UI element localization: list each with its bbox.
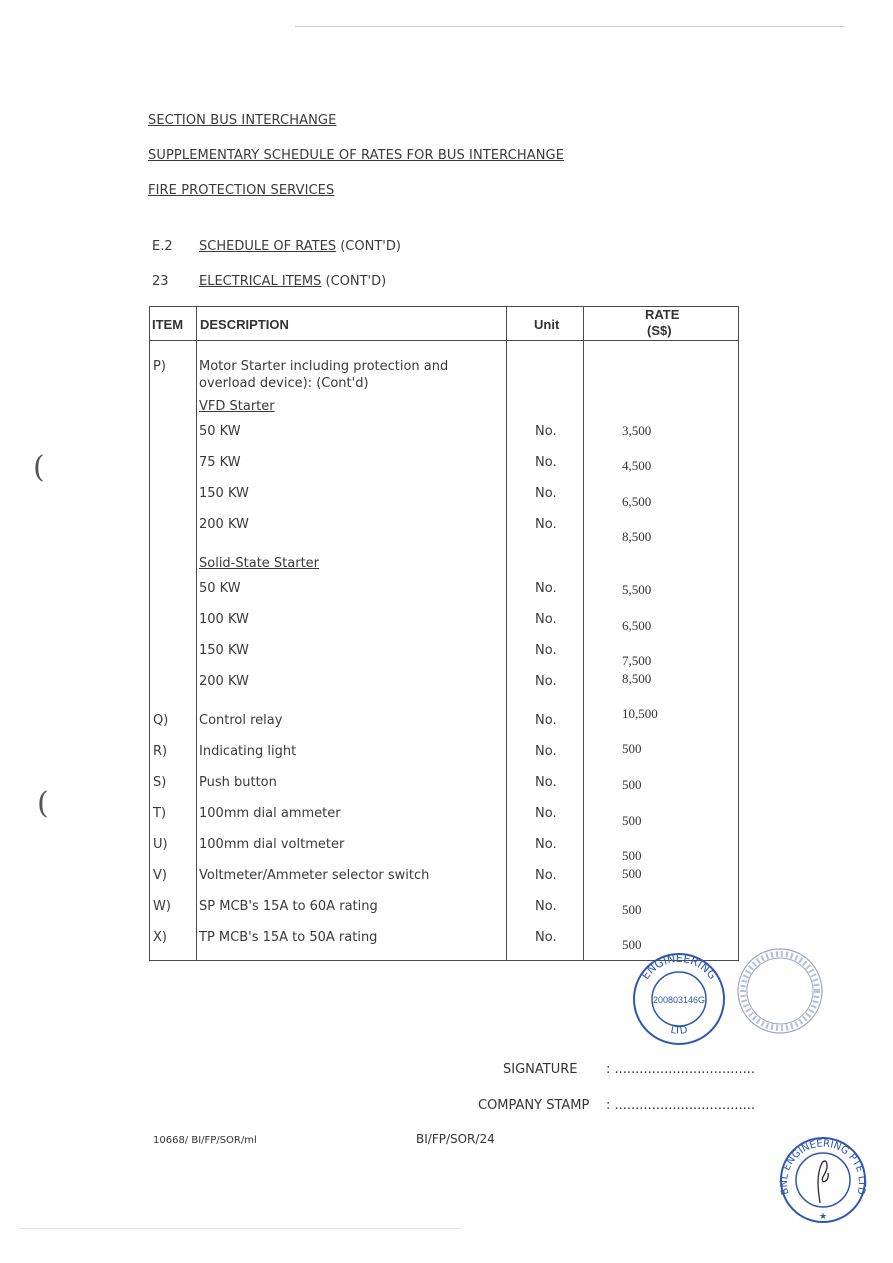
section-heading: SECTION BUS INTERCHANGE: [148, 113, 337, 128]
item-code: V): [153, 868, 167, 883]
item-unit: No.: [535, 455, 557, 470]
item-code: X): [153, 930, 167, 945]
item-description: SP MCB's 15A to 60A rating: [199, 899, 378, 914]
table-row: [150, 674, 740, 694]
rate-value: 500: [622, 866, 642, 881]
margin-mark: (: [33, 450, 45, 485]
item-code: R): [153, 744, 168, 759]
subsection-title: [199, 239, 401, 254]
rate-value: 6,500: [622, 494, 652, 509]
item-description: 100mm dial ammeter: [199, 806, 341, 821]
item-unit: No.: [535, 674, 557, 689]
item-unit: No.: [535, 837, 557, 852]
rate-value: 10,500: [622, 706, 658, 721]
subsection-title-suffix: (CONT'D): [321, 274, 387, 289]
item-unit: No.: [535, 930, 557, 945]
signature-label: SIGNATURE: [503, 1062, 578, 1077]
item-description: 100mm dial voltmeter: [199, 837, 345, 852]
rate-value: 500: [622, 777, 642, 792]
rate-value: 5,500: [622, 582, 652, 597]
table-row: [150, 424, 740, 444]
item-code: P): [153, 359, 166, 374]
rate-value: 3,500: [622, 423, 652, 438]
item-unit: No.: [535, 643, 557, 658]
item-code: U): [153, 837, 168, 852]
table-row: [150, 359, 740, 419]
company-stamp-line: : ..................................: [606, 1098, 756, 1113]
table-row: [150, 581, 740, 601]
item-unit: No.: [535, 612, 557, 627]
vfd-starter-heading: VFD Starter: [199, 399, 275, 414]
margin-mark: (: [37, 786, 49, 821]
item-unit: No.: [535, 517, 557, 532]
table-row: [150, 643, 740, 663]
table-row: [150, 486, 740, 506]
subsection-title-text: ELECTRICAL ITEMS: [199, 274, 322, 289]
item-unit: No.: [535, 868, 557, 883]
page-reference: BI/FP/SOR/24: [416, 1132, 495, 1146]
header-description: DESCRIPTION: [200, 317, 289, 332]
handwritten-signature: [818, 1161, 828, 1203]
table-row: [150, 868, 740, 888]
rate-value: 500: [622, 813, 642, 828]
item-description: Indicating light: [199, 744, 297, 759]
fire-protection-heading: FIRE PROTECTION SERVICES: [148, 183, 335, 198]
item-description: 75 KW: [199, 455, 241, 470]
item-unit: No.: [535, 713, 557, 728]
rate-value: 500: [622, 902, 642, 917]
rate-value: 500: [622, 848, 642, 863]
item-unit: No.: [535, 899, 557, 914]
item-unit: No.: [535, 744, 557, 759]
header-divider: [150, 340, 738, 341]
item-code: S): [153, 775, 167, 790]
company-stamp-signed: [778, 1135, 868, 1225]
rate-value: 7,500: [622, 653, 652, 668]
solid-state-starter-heading: Solid-State Starter: [199, 556, 320, 571]
table-row: [150, 837, 740, 857]
table-row: [150, 806, 740, 826]
table-row: [150, 744, 740, 764]
item-description-cont: overload device): (Cont'd): [199, 376, 369, 391]
table-row: [150, 612, 740, 632]
item-description: TP MCB's 15A to 50A rating: [199, 930, 378, 945]
rate-value: 6,500: [622, 618, 652, 633]
signature-line: : ..................................: [606, 1062, 756, 1077]
item-description: 150 KW: [199, 643, 249, 658]
rate-value: 500: [622, 741, 642, 756]
item-description: 50 KW: [199, 424, 241, 439]
item-description: Motor Starter including protection and: [199, 359, 449, 374]
rate-value: 8,500: [622, 529, 652, 544]
stamp-text-top: ENGINEERING: [638, 952, 720, 982]
item-code: T): [153, 806, 167, 821]
item-code: W): [153, 899, 171, 914]
item-unit: No.: [535, 424, 557, 439]
supplementary-heading: SUPPLEMENTARY SCHEDULE OF RATES FOR BUS INTERCHANGE: [148, 148, 565, 163]
item-description: 200 KW: [199, 674, 249, 689]
item-description: 150 KW: [199, 486, 249, 501]
subsection-title-suffix: (CONT'D): [336, 239, 401, 254]
item-description: 50 KW: [199, 581, 241, 596]
table-row: [150, 556, 740, 576]
table-row: [150, 455, 740, 475]
item-description: 200 KW: [199, 517, 249, 532]
subsection-title-text: SCHEDULE OF RATES: [199, 239, 337, 254]
table-row: [150, 930, 740, 950]
header-rate: RATE: [645, 307, 680, 322]
item-unit: No.: [535, 806, 557, 821]
rates-table: [149, 306, 739, 961]
stamp-registration-number: 200803146G: [652, 995, 706, 1005]
item-code: Q): [153, 713, 169, 728]
item-description: Control relay: [199, 713, 283, 728]
table-row: [150, 775, 740, 795]
stamp-ring-text: BNL ENGINEERING PTE LTD: [778, 1138, 868, 1196]
item-description: 100 KW: [199, 612, 249, 627]
rate-value: 4,500: [622, 458, 652, 473]
subsection-title: [199, 274, 386, 289]
header-unit: Unit: [534, 317, 560, 332]
star-icon: ★: [818, 1212, 828, 1222]
item-unit: No.: [535, 581, 557, 596]
rate-value: 8,500: [622, 671, 652, 686]
subsection-number: E.2: [152, 239, 173, 254]
item-description: Push button: [199, 775, 277, 790]
stamp-text-bottom: LTD: [669, 1024, 689, 1037]
faint-round-stamp: [735, 946, 825, 1036]
header-rate-currency: (S$): [647, 323, 672, 338]
header-item: ITEM: [152, 317, 184, 332]
scan-artifact-line: [20, 1228, 460, 1229]
company-stamp-seal: [630, 952, 728, 1046]
rate-value: 500: [622, 937, 642, 952]
subsection-number: 23: [152, 274, 169, 289]
document-reference: 10668/ BI/FP/SOR/ml: [153, 1135, 257, 1146]
table-row: [150, 517, 740, 537]
company-stamp-label: COMPANY STAMP: [478, 1098, 590, 1113]
item-unit: No.: [535, 486, 557, 501]
scan-artifact-line: [295, 26, 845, 27]
item-unit: No.: [535, 775, 557, 790]
table-row: [150, 899, 740, 919]
item-description: Voltmeter/Ammeter selector switch: [199, 868, 430, 883]
